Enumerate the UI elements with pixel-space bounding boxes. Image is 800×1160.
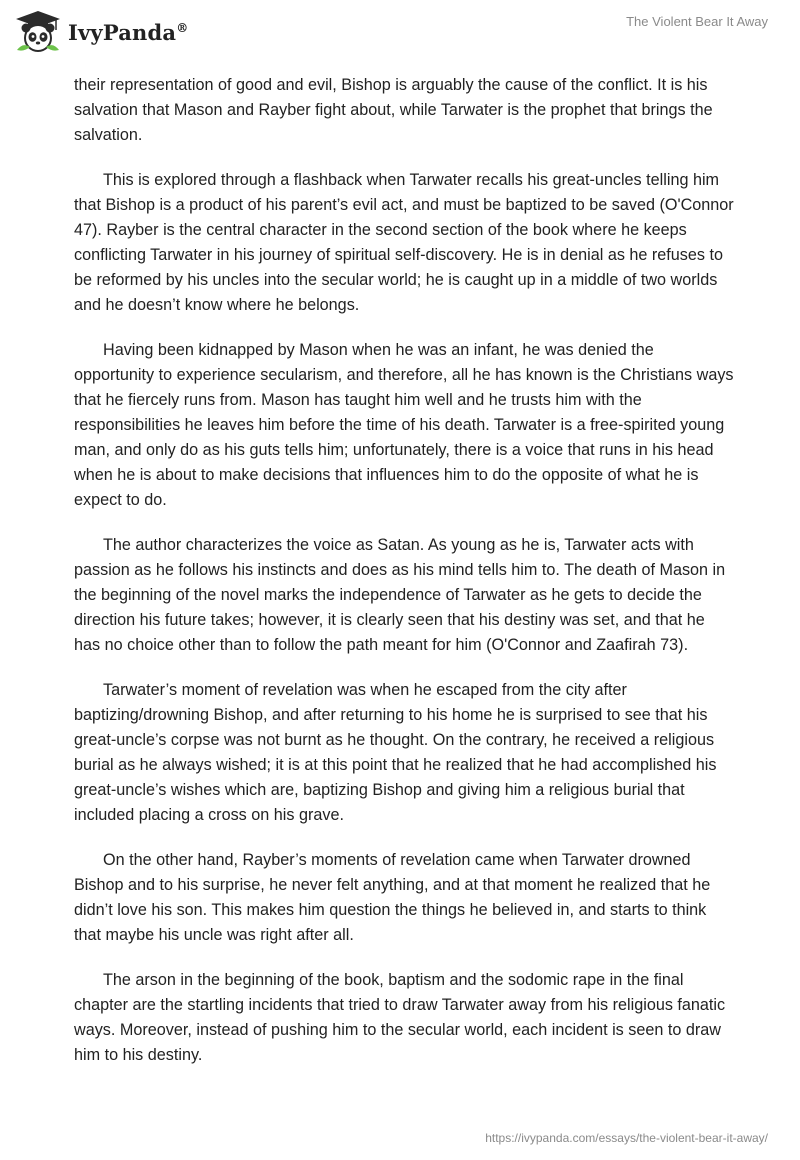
panda-graduation-cap-icon bbox=[14, 10, 62, 54]
paragraph-6: On the other hand, Rayber’s moments of revelation came when Tarwater drowned Bishop and to his surprise, he never felt anything, and at that moment he realized that he didn’t love his son. This makes him question the things he believed in, and starts to think that maybe his uncle was right after all. bbox=[74, 851, 711, 944]
paragraph-5: Tarwater’s moment of revelation was when he escaped from the city after baptizing/drowning Bishop, and after returning to his home he is surprised to see that his great-uncle’s corpse was not burnt as he thought. On the contrary, he received a religious burial as he always wished; it is at this point that he realized that he had accomplished his great-uncle’s wishes which are, baptizing Bishop and giving him a religious burial that included placing a cross on his grave. bbox=[74, 681, 717, 824]
page-header bbox=[0, 0, 800, 70]
source-url-link[interactable]: https://ivypanda.com/essays/the-violent-bear-it-away/ bbox=[485, 1131, 768, 1145]
essay-body bbox=[74, 73, 734, 1088]
document-title: The Violent Bear It Away bbox=[626, 14, 768, 29]
paragraph-1: their representation of good and evil, Bishop is arguably the cause of the conflict. It is his salvation that Mason and Rayber fight about, while Tarwater is the prophet that brings the salvation. bbox=[74, 76, 713, 144]
paragraph-2: This is explored through a flashback when Tarwater recalls his great-uncles telling him that Bishop is a product of his parent’s evil act, and must be baptized to be saved (O'Connor 47). Rayber is the central character in the second section of the book where he keeps conflicting Tarwater in his journey of spiritual self-discovery. He is in denial as he refuses to be reformed by his uncles into the secular world; he is caught up in a middle of two worlds and he doesn’t know where he belongs. bbox=[74, 171, 734, 314]
paragraph-3: Having been kidnapped by Mason when he was an infant, he was denied the opportunity to experience secularism, and therefore, all he has known is the Christians ways that he fiercely runs from. Mason has taught him well and he trusts him with the responsibilities he leaves him before the time of his death. Tarwater is a free-spirited young man, and only do as his guts tells him; unfortunately, there is a voice that runs in his head when he is about to make decisions that influences him to do the opposite of what he is expect to do. bbox=[74, 341, 734, 509]
paragraph-4: The author characterizes the voice as Satan. As young as he is, Tarwater acts with passion as he follows his instincts and does as his mind tells him to. The death of Mason in the beginning of the novel marks the independence of Tarwater as he gets to decide the direction his future takes; however, it is clearly seen that his destiny was set, and that he has no choice other than to follow the path meant for him (O'Connor and Zaafirah 73). bbox=[74, 536, 726, 654]
ivypanda-logo[interactable] bbox=[14, 10, 188, 54]
registered-mark: ® bbox=[176, 20, 189, 35]
logo-wordmark: IvyPanda® bbox=[68, 19, 189, 45]
paragraph-7: The arson in the beginning of the book, baptism and the sodomic rape in the final chapter are the startling incidents that tried to draw Tarwater away from his religious fanatic ways. Moreover, instead of pushing him to the secular world, each incident is seen to draw him to his destiny. bbox=[74, 971, 726, 1064]
